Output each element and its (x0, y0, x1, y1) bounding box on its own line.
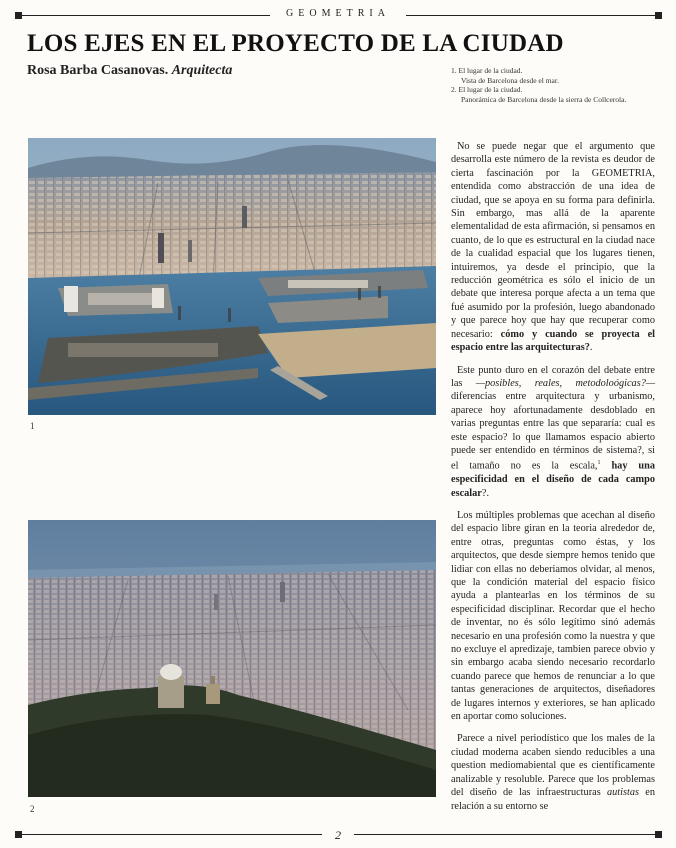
paragraph-4-italic: autistas (606, 787, 640, 799)
figure-number-2: 2 (30, 804, 35, 814)
author-line (27, 63, 232, 79)
paragraph-2-text: Este punto duro en el corazón del debate entre las (451, 364, 655, 389)
paragraph-1-text: No se puede negar que el argumento que desarrolla este número de la revista es deudor de cierta fascinación por la GEOMETRIA, entendida como abstracción de una idea de ciudad, que se apoya en su forma para definirla. Sin embargo, mas allá de la aparente elementalidad de esta afirmación, si pensamos en cuanto, de lo que es estructural en la ciudad nace de la cualidad espacial que los lugares tienen, intuiremos, ya desde el principio, que la reducción geométrica es sólo el inicio de un debate que interesa porque afecta a un tema que fué asumido por la profesión, luego abandonado y que parece hoy que hay que recuperar como necesario: (451, 141, 655, 340)
paragraph-2 (451, 364, 655, 500)
article-body (451, 140, 655, 822)
photo-barcelona-panorama (28, 520, 436, 797)
paragraph-2-text-b: diferencias entre arquitectura y urbanismo, aparece hoy afortunadamente desdoblado en varias preguntas entre las que separaría: cual es este espacio? lo que llamamos espacio abierto puede ser entendido en términos de sistema?, si el tamaño no es la escala, (451, 391, 655, 472)
header-corner-left (15, 12, 22, 19)
paragraph-1-bold: cómo y cuando se proyecta el espacio entre las arquitecturas? (451, 328, 655, 354)
paragraph-4-text: Parece a nivel periodístico que los males de la ciudad moderna acaben siendo reducibles a una question mediomabiental que es científicamente analizable y resoluble. Parece que los problemas del diseño de las infraestructuras (451, 733, 655, 799)
caption-1-line1: 1. El lugar de la ciudad. (451, 66, 523, 75)
photo-barcelona-from-sea (28, 138, 436, 415)
paragraph-2-bold: hay una especificidad en el diseño de cada campo escalar (451, 460, 656, 499)
paragraph-4-end: en relación a su entorno se (451, 787, 655, 812)
footer-rule-right (354, 834, 658, 835)
footnote-ref-1: 1 (597, 460, 601, 467)
paragraph-4 (451, 732, 655, 812)
paragraph-1-end: . (589, 342, 593, 354)
caption-2-line2: Panorámica de Barcelona desde la sierra de Collcerola. (461, 94, 627, 104)
header-corner-right (655, 12, 662, 19)
article-title: LOS EJES EN EL PROYECTO DE LA CIUDAD (27, 30, 564, 57)
header-rule-right (406, 15, 658, 16)
paragraph-3: Los múltiples problemas que acechan al diseño del espacio libre giran en la teoria alrededor de, entre otras, preguntas como éstas, y los arquitectos, que desde siempre hemos tenido que lidiar con ellas no deberiamos olvidar, al menos, que la condición material del espacio físico ayuda a plantearlas en los términos de su especificidad disciplinar. Recordar que el hecho de inventar, no és sólo legítimo sinó además necesario en una profesión como la nuestra y que no excluye el apredizaje, tambien parece obvio y sin embargo acaba siendo necesario recordarlo cuando parece que hemos de renunciar a lo que tantas generaciones de arquitectos, diseñadores de lugares internos y exteriores, se han aplicado en aportar como soluciones. (451, 509, 655, 723)
figure-number-1: 1 (30, 421, 35, 431)
paragraph-2-end: ?. (481, 487, 490, 499)
footer-corner-left (15, 831, 22, 838)
caption-1-line2: Vista de Barcelona desde el mar. (461, 75, 559, 85)
author-name: Rosa Barba Casanovas. (27, 63, 169, 78)
footer-corner-right (655, 831, 662, 838)
section-label: GEOMETRIA (286, 8, 390, 19)
figure-captions (451, 66, 661, 104)
header-rule-left (22, 15, 270, 16)
footer-rule-left (22, 834, 322, 835)
caption-2-line1: 2. El lugar de la ciudad. (451, 85, 523, 95)
paragraph-1 (451, 140, 655, 355)
paragraph-2-italic: —posibles, reales, metodoloógicas?— (475, 377, 656, 389)
author-role: Arquitecta (171, 63, 233, 78)
page-number: 2 (335, 828, 341, 842)
